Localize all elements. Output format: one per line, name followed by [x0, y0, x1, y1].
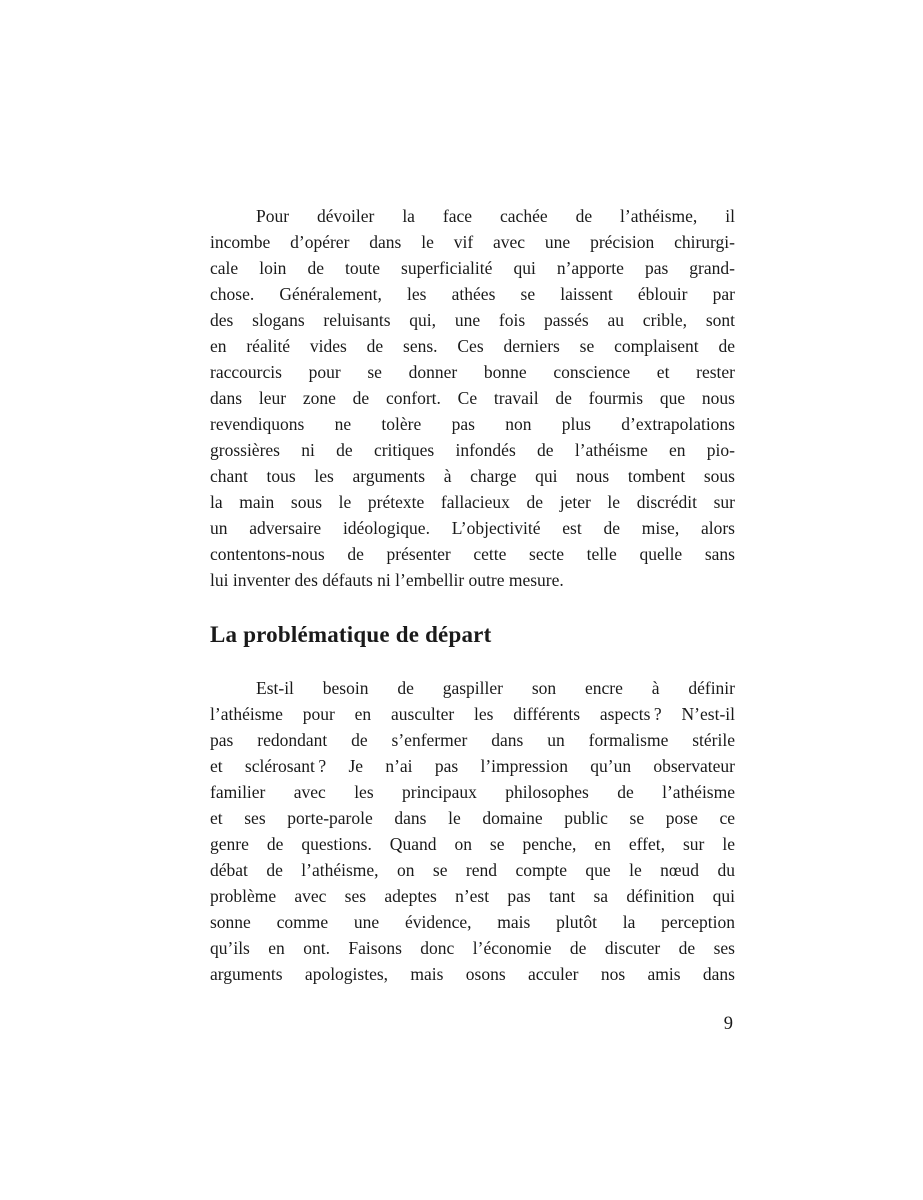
text-line: Pour dévoiler la face cachée de l’athéisme, il	[256, 206, 735, 226]
text-line: familier avec les principaux philosophes de l’athéisme	[210, 782, 735, 802]
text-line: qu’ils en ont. Faisons donc l’économie de discuter de ses	[210, 938, 735, 958]
text-line: en réalité vides de sens. Ces derniers se complaisent de	[210, 336, 735, 356]
page-content	[210, 203, 735, 1037]
text-line: pas redondant de s’enfermer dans un formalisme stérile	[210, 730, 735, 750]
section-heading: La problématique de départ	[210, 622, 492, 647]
text-line: des slogans reluisants qui, une fois passés au crible, sont	[210, 310, 735, 330]
paragraph-2	[210, 675, 735, 987]
text-line: et sclérosant ? Je n’ai pas l’impression qu’un observateur	[210, 756, 735, 776]
text-line: débat de l’athéisme, on se rend compte que le nœud du	[210, 860, 735, 880]
text-line: contentons-nous de présenter cette secte telle quelle sans	[210, 544, 735, 564]
text-line: cale loin de toute superficialité qui n’apporte pas grand-	[210, 258, 735, 278]
text-line: arguments apologistes, mais osons acculer nos amis dans	[210, 964, 735, 984]
text-line: un adversaire idéologique. L’objectivité est de mise, alors	[210, 518, 735, 538]
text-line: incombe d’opérer dans le vif avec une précision chirurgi-	[210, 232, 735, 252]
text-line: grossières ni de critiques infondés de l’athéisme en pio-	[210, 440, 735, 460]
text-line: l’athéisme pour en ausculter les différents aspects ? N’est-il	[210, 704, 735, 724]
paragraph-1	[210, 203, 735, 593]
text-line: lui inventer des défauts ni l’embellir outre mesure.	[210, 570, 564, 590]
text-line: sonne comme une évidence, mais plutôt la perception	[210, 912, 735, 932]
text-line: et ses porte-parole dans le domaine public se pose ce	[210, 808, 735, 828]
text-line: problème avec ses adeptes n’est pas tant sa définition qui	[210, 886, 735, 906]
text-line: dans leur zone de confort. Ce travail de fourmis que nous	[210, 388, 735, 408]
text-line: raccourcis pour se donner bonne conscience et rester	[210, 362, 735, 382]
page-number: 9	[723, 1014, 733, 1034]
text-line: chose. Généralement, les athées se laissent éblouir par	[210, 284, 735, 304]
text-line: Est-il besoin de gaspiller son encre à définir	[256, 678, 735, 698]
text-line: genre de questions. Quand on se penche, en effet, sur le	[210, 834, 735, 854]
text-line: la main sous le prétexte fallacieux de jeter le discrédit sur	[210, 492, 735, 512]
text-line: revendiquons ne tolère pas non plus d’extrapolations	[210, 414, 735, 434]
text-line: chant tous les arguments à charge qui nous tombent sous	[210, 466, 735, 486]
